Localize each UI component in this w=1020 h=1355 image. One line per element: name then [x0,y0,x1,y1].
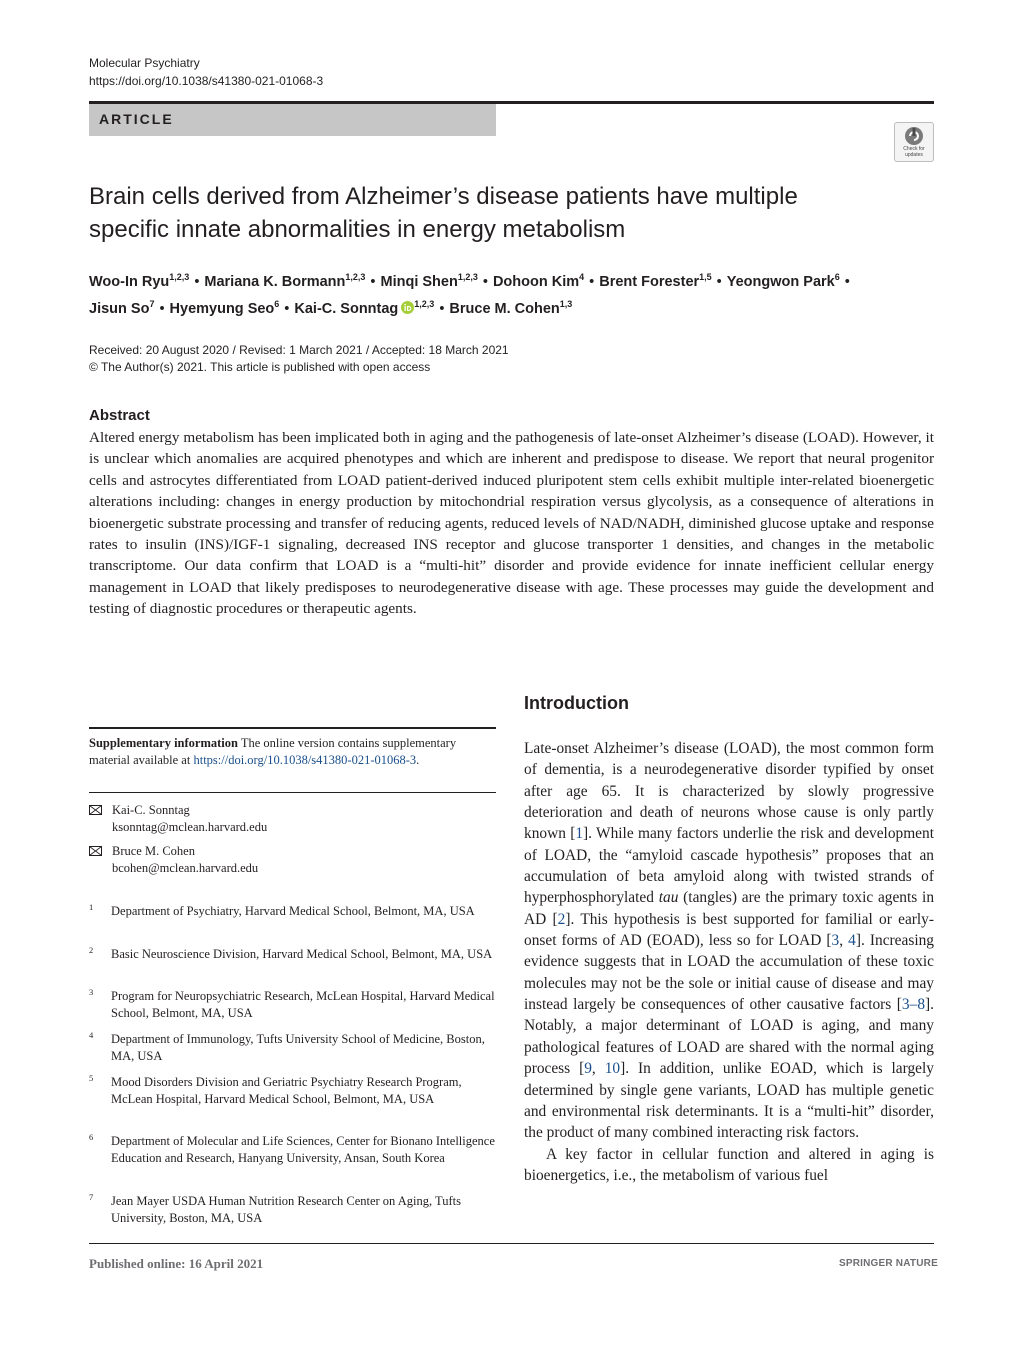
author-list [89,266,939,320]
author[interactable]: Hyemyung Seo$^6$ [169,298,280,317]
citation-link[interactable]: 3 [831,932,840,950]
author[interactable]: Yeongwon Park$^6$ [726,272,840,290]
check-updates-icon [904,126,924,146]
supplementary-text: The online version contains supplementary material available at [89,736,457,767]
author[interactable]: Minqi Shen$^{1,2,3}$ [380,272,478,290]
article-type-label: ARTICLE [99,111,174,127]
contact-name: Bruce M. Cohen [112,844,195,858]
author[interactable]: Dohoon Kim$^4$ [492,272,585,290]
check-for-updates-badge[interactable] [894,122,934,162]
citation-link[interactable]: 3–8 [901,996,926,1014]
title-line: specific innate abnormalities in energy metabolism [89,216,626,243]
mail-icon [89,805,102,815]
affiliation: 1 Department of Psychiatry, Harvard Medical School, Belmont, MA, USA [89,902,475,918]
doi-link[interactable]: https://doi.org/10.1038/s41380-021-01068-3 [89,74,324,88]
abstract-heading: Abstract [89,407,150,424]
affiliation: 4 Department of Immunology, Tufts University School of Medicine, Boston, MA, USA [89,1030,485,1063]
left-column-divider [89,792,496,793]
author[interactable]: Kai-C. Sonntag $^{1,2,3}$ [294,298,435,317]
intro-paragraph: Late-onset Alzheimer’s disease (LOAD), the most common form of dementia, is a neurodegenerative disorder typified by onset after age 65. It is characterized by slowly progressive deterioration and death of neurons whose cause is only partly known [1]. While many factors underlie the risk and development of LOAD, the “amyloid cascade hypothesis” proposes that an accumulation of beta amyloid along with twisted strands of hyperphosphorylated tau (tangles) are the primary toxic agents in AD [2]. This hypothesis is best supported for familial or early-onset forms of AD (EOAD), less so for LOAD [3, 4]. Increasing evidence suggests that in LOAD the accumulation of these toxic molecules may not be the sole or initial cause of disease and may instead largely be consequences of other causative factors [3–8]. Notably, a major determinant of LOAD is aging, and many pathological features of LOAD are shared with the normal aging process [9, 10]. In addition, unlike EOAD, which is largely determined by single gene variants, LOAD has multiple genetic and environmental risk determinants. It is a “multi-hit” disorder, the product of many combined interacting risk factors. [524,740,935,1142]
title-line: Brain cells derived from Alzheimer’s disease patients have multiple [89,183,798,210]
published-date: Published online: 16 April 2021 [89,1256,264,1271]
affiliation: 5 Mood Disorders Division and Geriatric Psychiatry Research Program, McLean Hospital, Harvard Medical School, Belmont, MA, USA [89,1073,462,1106]
affiliation: 6 Department of Molecular and Life Sciences, Center for Bionano Intelligence Education and Research, Hanyang University, Ansan, South Korea [89,1132,495,1165]
author-separator: • [439,300,445,317]
journal-name: Molecular Psychiatry [89,56,200,70]
contact-name: Kai-C. Sonntag [112,803,190,817]
italic-term: tau [658,889,679,907]
citation-link[interactable]: 9 [584,1060,592,1078]
author[interactable]: Brent Forester$^{1,5}$ [599,272,712,290]
author[interactable]: Mariana K. Bormann$^{1,2,3}$ [204,272,366,290]
introduction-body [524,738,934,1186]
citation-link[interactable]: 10 [604,1060,621,1078]
article-dates: Received: 20 August 2020 / Revised: 1 March 2021 / Accepted: 18 March 2021 [89,343,509,357]
check-updates-text: Check for updates [903,146,925,158]
intro-paragraph: A key factor in cellular function and altered in aging is bioenergetics, i.e., the metabolism of various fuel [524,1145,934,1184]
author-separator: • [844,273,850,290]
mail-icon [89,846,102,856]
copyright-notice: © The Author(s) 2021. This article is published with open access [89,360,431,374]
citation-link[interactable]: 1 [575,825,584,843]
article-title [89,180,934,246]
contact-email[interactable]: bcohen@mclean.harvard.edu [112,861,259,875]
author-separator: • [589,273,595,290]
left-column-top-rule [89,727,496,729]
affiliation: 3 Program for Neuropsychiatric Research, McLean Hospital, Harvard Medical School, Belmont, MA, USA [89,987,495,1020]
publisher-logo: SPRINGER NATURE [839,1258,938,1269]
author-separator: • [482,273,488,290]
author-separator: • [194,273,200,290]
introduction-heading: Introduction [524,693,629,713]
author-separator: • [370,273,376,290]
affiliation: 7 Jean Mayer USDA Human Nutrition Research Center on Aging, Tufts University, Boston, MA, USA [89,1192,461,1225]
orcid-icon[interactable] [401,301,414,314]
author[interactable]: Bruce M. Cohen$^{1,3}$ [449,298,573,317]
author-separator: • [284,300,290,317]
author-separator: • [716,273,722,290]
supplementary-info: Supplementary information The online version contains supplementary material available at https://doi.org/10.1038/s41380-021-01068-3. [89,736,457,767]
footer-rule [89,1243,934,1244]
author[interactable]: Woo-In Ryu$^{1,2,3}$ [89,272,190,290]
article-type-band [89,104,496,136]
citation-link[interactable]: 4 [848,932,856,950]
author-separator: • [159,300,165,317]
supplementary-label: Supplementary information [89,736,238,750]
citation-link[interactable]: 2 [557,910,566,928]
author[interactable]: Jisun So$^7$ [89,298,155,317]
affiliation: 2 Basic Neuroscience Division, Harvard Medical School, Belmont, MA, USA [89,945,493,961]
supplementary-link[interactable]: https://doi.org/10.1038/s41380-021-01068-3 [193,753,417,767]
contact-email[interactable]: ksonntag@mclean.harvard.edu [112,820,268,834]
abstract-text: Altered energy metabolism has been implicated both in aging and the pathogenesis of late-onset Alzheimer’s disease (LOAD). However, it is unclear which anomalies are acquired phenotypes and which are inherent and predispose to disease. We report that neural progenitor cells and astrocytes differentiated from LOAD patient-derived induced pluripotent stem cells exhibit multiple inter-related bioenergetic alterations including: changes in energy production by mitochondrial respiration versus glycolysis, as a consequence of alterations in bioenergetic substrate processing and transfer of reducing agents, reduced levels of NAD/NADH, diminished glucose uptake and response rates to insulin (INS)/IGF-1 signaling, decreased INS receptor and glucose transporter 1 densities, and changes in the metabolic transcriptome. Our data confirm that LOAD is a “multi-hit” disorder and provide evidence for innate inefficient cellular energy management in LOAD that likely predisposes to neurodegenerative disease with age. These processes may guide the development and testing of diagnostic procedures or therapeutic agents. [89,429,934,618]
